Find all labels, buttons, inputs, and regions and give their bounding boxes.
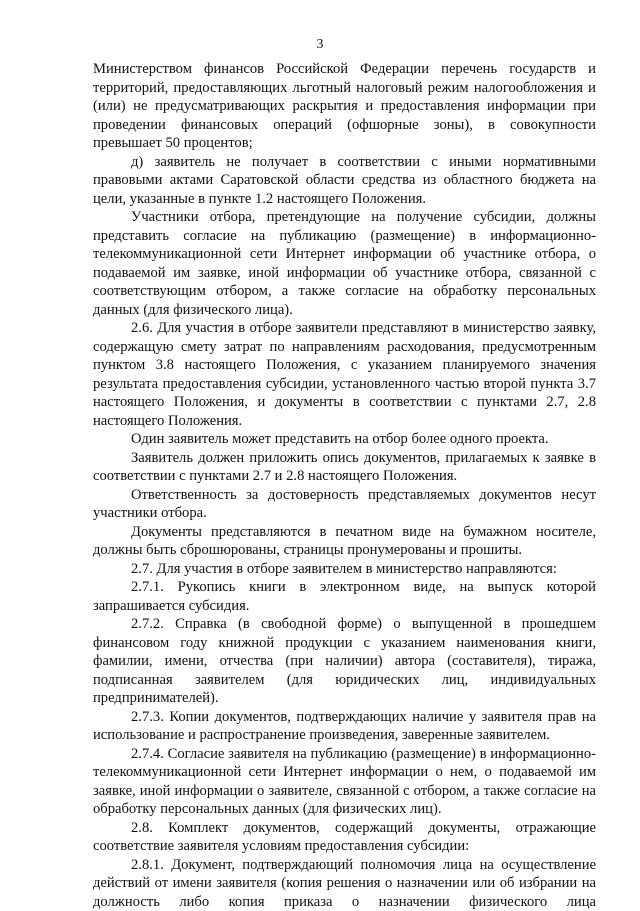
paragraph-consent-requirement: Участники отбора, претендующие на получение субсидии, должны представить согласие на публикацию (размещение) в информационно-телекоммуникационной сети Интернет информации об участнике отбора, о подаваемой им заявке, иной информации об участнике отбора, связанной с соответствующим отбором, а также согласие на обработку персональных данных (для физического лица).	[93, 208, 596, 319]
paragraph-clause-d: д) заявитель не получает в соответствии с иными нормативными правовыми актами Саратовской области средства из областного бюджета на цели, указанные в пункте 1.2 настоящего Положения.	[93, 153, 596, 209]
paragraph-responsibility: Ответственность за достоверность представляемых документов несут участники отбора.	[93, 486, 596, 523]
paragraph-2-7-1: 2.7.1. Рукопись книги в электронном виде, на выпуск которой запрашивается субсидия.	[93, 578, 596, 615]
paragraph-print-format: Документы представляются в печатном виде на бумажном носителе, должны быть сброшюрованы, страницы пронумерованы и прошиты.	[93, 523, 596, 560]
page-number: 3	[0, 37, 640, 53]
paragraph-2-7: 2.7. Для участия в отборе заявителем в министерство направляются:	[93, 560, 596, 579]
paragraph-2-7-2: 2.7.2. Справка (в свободной форме) о выпущенной в прошедшем финансовом году книжной продукции с указанием наименования книги, фамилии, имени, отчества (при наличии) автора (составителя), тиража, подписанная заявителем (для юридических лиц, индивидуальных предпринимателей).	[93, 615, 596, 708]
paragraph-2-8: 2.8. Комплект документов, содержащий документы, отражающие соответствие заявителя условиям предоставления субсидии:	[93, 819, 596, 856]
paragraph-2-7-4: 2.7.4. Согласие заявителя на публикацию (размещение) в информационно-телекоммуникационной сети Интернет информации о нем, о подаваемой им заявке, иной информации о заявителе, связанной с отбором, а также согласие на обработку персональных данных (для физических лиц).	[93, 745, 596, 819]
paragraph-offshore-continuation: Министерством финансов Российской Федерации перечень государств и территорий, предоставляющих льготный налоговый режим налогообложения и (или) не предусматривающих раскрытия и предоставления информации при проведении финансовых операций (офшорные зоны), в совокупности превышает 50 процентов;	[93, 60, 596, 153]
paragraph-2-6: 2.6. Для участия в отборе заявители представляют в министерство заявку, содержащую смету затрат по направлениям расходования, предусмотренным пунктом 3.8 настоящего Положения, с указанием планируемого значения результата предоставления субсидии, установленного частью второй пункта 3.7 настоящего Положения, и документы в соответствии с пунктами 2.7, 2.8 настоящего Положения.	[93, 319, 596, 430]
document-body	[93, 60, 596, 911]
paragraph-2-8-1: 2.8.1. Документ, подтверждающий полномочия лица на осуществление действий от имени заявителя (копия решения о назначении или об избрании на должность либо копия приказа о назначении физического лица	[93, 856, 596, 911]
paragraph-inventory: Заявитель должен приложить опись документов, прилагаемых к заявке в соответствии с пунктами 2.7 и 2.8 настоящего Положения.	[93, 449, 596, 486]
paragraph-one-applicant: Один заявитель может представить на отбор более одного проекта.	[93, 430, 596, 449]
paragraph-2-7-3: 2.7.3. Копии документов, подтверждающих наличие у заявителя прав на использование и распространение произведения, заверенные заявителем.	[93, 708, 596, 745]
